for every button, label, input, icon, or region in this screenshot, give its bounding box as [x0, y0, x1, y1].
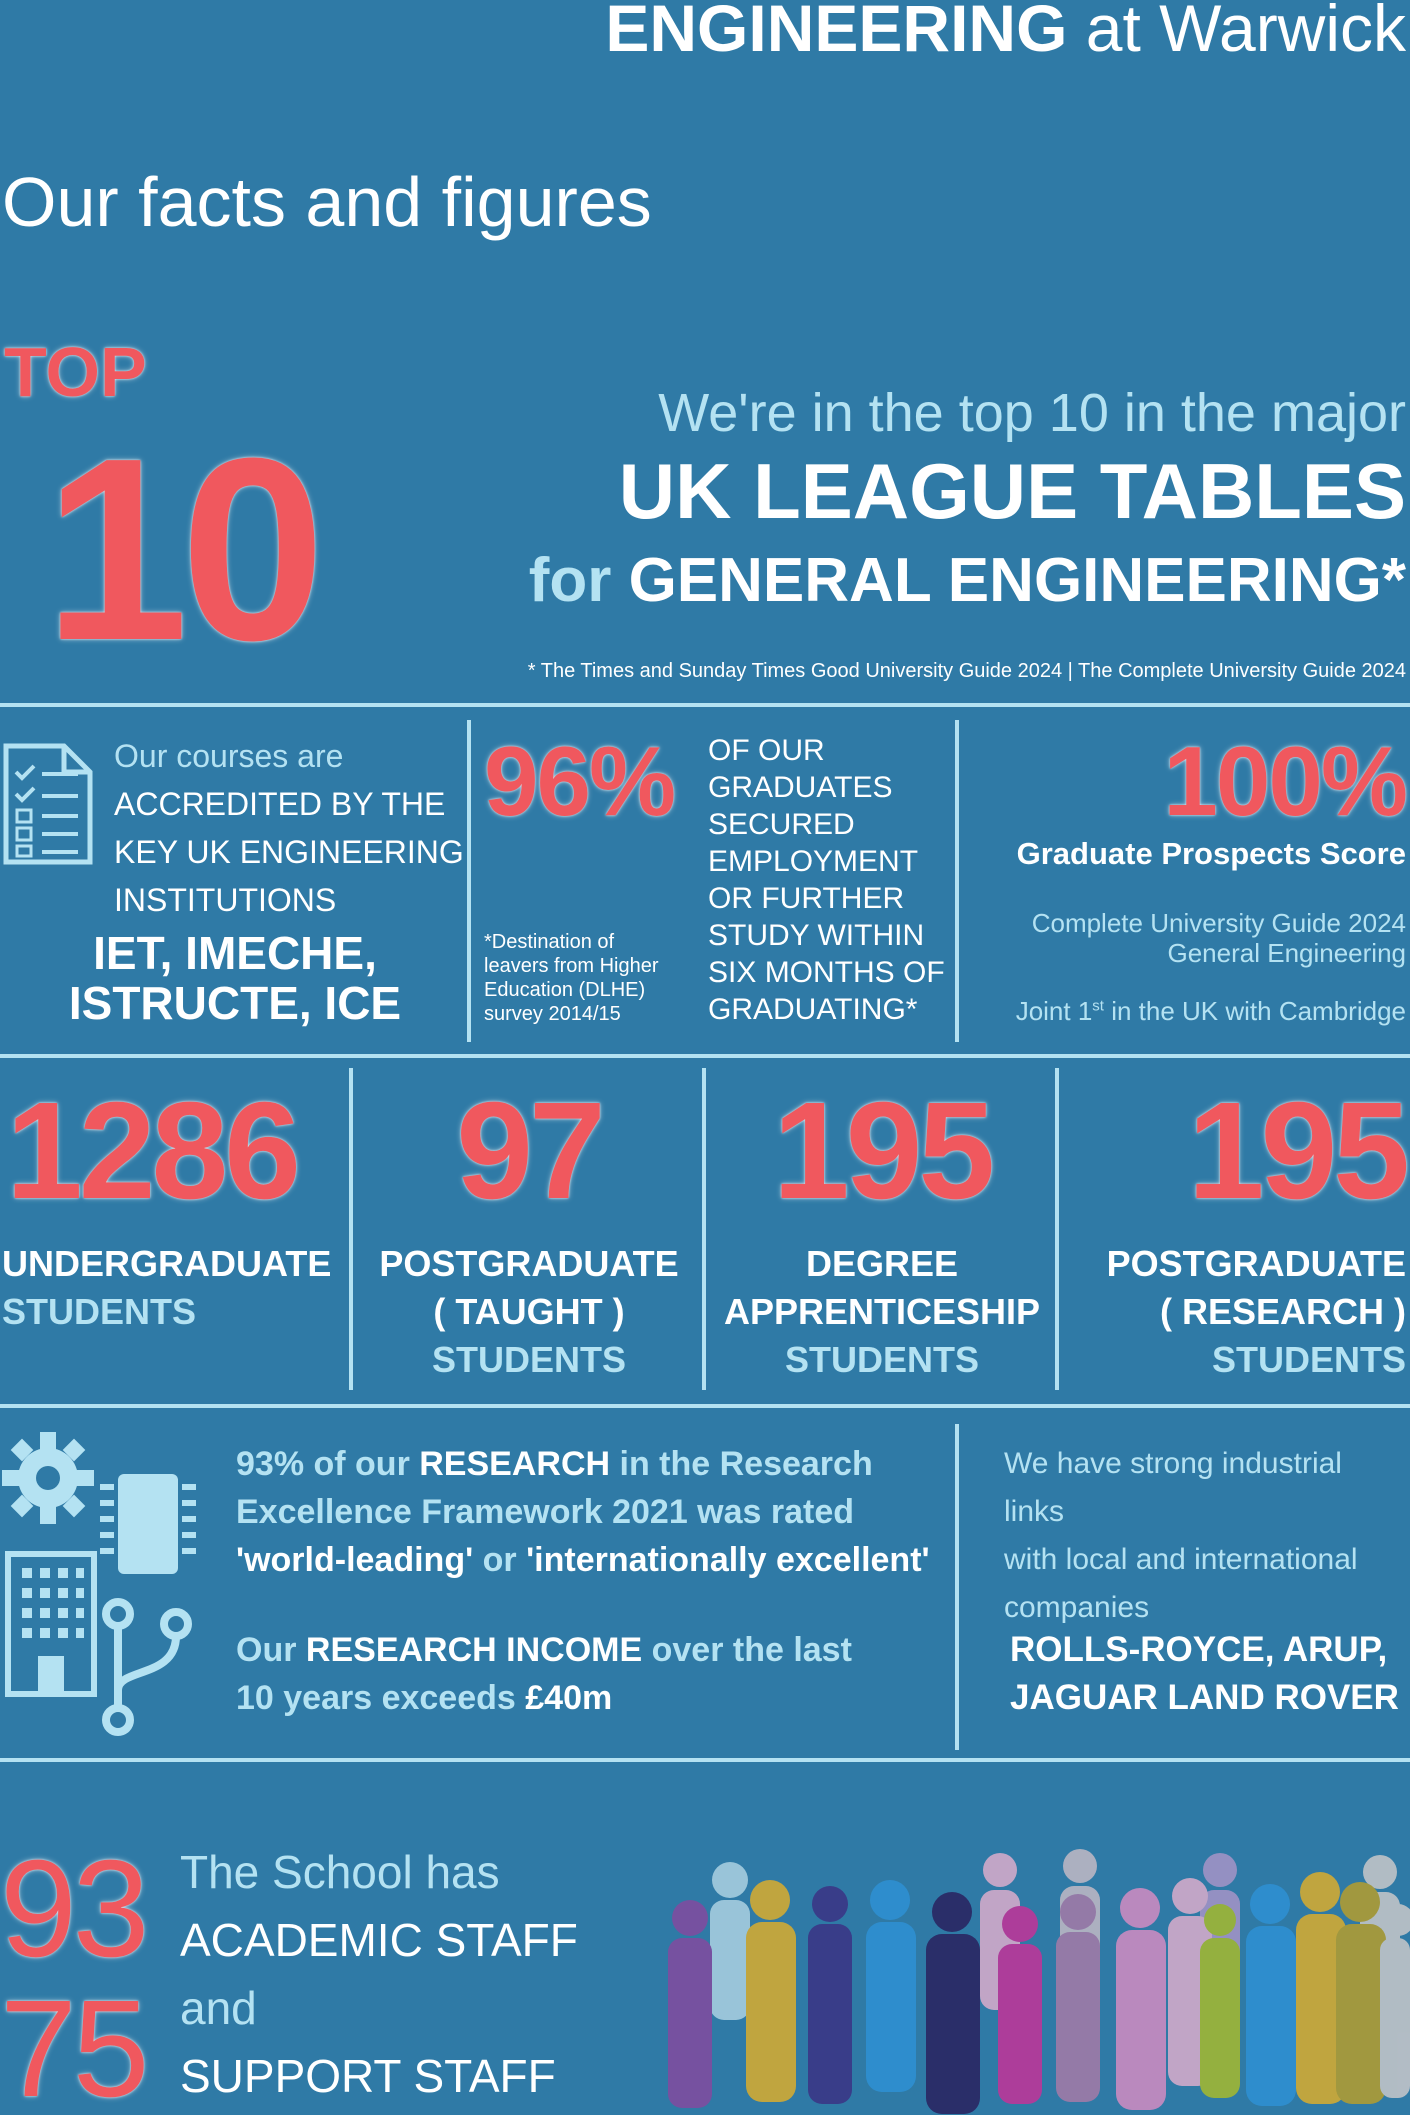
accreditation-line1: Our courses are: [114, 738, 344, 774]
employment-note-line: Education (DLHE): [484, 979, 646, 1001]
divider: [0, 703, 1410, 707]
postgraduate-taught-line1: POSTGRADUATE: [379, 1243, 679, 1284]
employment-text: [708, 732, 968, 1028]
header-title-rest: at Warwick: [1067, 0, 1406, 65]
prospects-percent: 100%: [1163, 726, 1406, 836]
gear-icon: [2, 1432, 94, 1524]
industry-companies-line2: JAGUAR LAND ROVER: [1010, 1678, 1399, 1717]
building-icon: [8, 1554, 94, 1694]
employment-note-line: survey 2014/15: [484, 1003, 621, 1025]
employment-line: GRADUATES: [708, 771, 893, 804]
header-title: [605, 0, 1406, 66]
undergraduate-label: [2, 1240, 331, 1336]
postgraduate-research-line3: STUDENTS: [1211, 1339, 1406, 1380]
prospects-guide-line2: General Engineering: [1167, 938, 1406, 968]
staff-line4: SUPPORT STAFF: [180, 2050, 556, 2102]
employment-note: [484, 930, 704, 1026]
chip-icon: [100, 1474, 196, 1574]
research-p1-a: 93% of our: [236, 1445, 420, 1483]
research-p1-e: or: [473, 1541, 527, 1579]
academic-staff-number: 93: [0, 1832, 146, 1986]
research-icons: [0, 1428, 200, 1740]
accreditation-line4: INSTITUTIONS: [114, 882, 337, 918]
league-source: * The Times and Sunday Times Good University Guide 2024 | The Complete University Guide 2024: [527, 660, 1406, 682]
league-line2: UK LEAGUE TABLES: [618, 447, 1406, 535]
industry-companies: [1010, 1626, 1399, 1722]
postgraduate-research-label: [1107, 1240, 1406, 1384]
undergraduate-number: 1286: [6, 1074, 297, 1228]
employment-line: STUDY WITHIN: [708, 919, 925, 952]
postgraduate-research-line2: ( RESEARCH ): [1159, 1291, 1406, 1332]
league-line3: [529, 545, 1406, 616]
employment-note-line: leavers from Higher: [484, 955, 659, 977]
accreditation-line2: ACCREDITED BY THE: [114, 786, 446, 822]
employment-line: EMPLOYMENT: [708, 845, 919, 878]
research-p2-d: 10 years exceeds: [236, 1679, 526, 1717]
employment-note-line: *Destination of: [484, 931, 615, 953]
research-income-text: [236, 1626, 936, 1722]
prospects-label: Graduate Prospects Score: [1016, 836, 1406, 871]
employment-line: OF OUR: [708, 734, 825, 767]
undergraduate-label-line2: STUDENTS: [2, 1291, 197, 1332]
prospects-joint-post: in the UK with Cambridge: [1103, 996, 1406, 1026]
research-p2-b: RESEARCH INCOME: [305, 1631, 643, 1669]
accreditation-bodies-line1: IET, IMECHE,: [93, 927, 377, 979]
research-p1-b: RESEARCH: [419, 1445, 611, 1483]
prospects-joint-pre: Joint 1: [1015, 996, 1093, 1026]
prospects-joint-sup: st: [1092, 997, 1104, 1015]
league-line1: We're in the top 10 in the major: [658, 383, 1406, 443]
prospects-guide-line1: Complete University Guide 2024: [1031, 908, 1406, 938]
prospects-guide: [1032, 908, 1406, 968]
postgraduate-taught-line3: STUDENTS: [431, 1339, 626, 1380]
top-label: TOP: [4, 333, 147, 411]
employment-line: SIX MONTHS OF: [708, 956, 945, 989]
employment-line: GRADUATING*: [708, 993, 918, 1026]
page-subtitle: Our facts and figures: [2, 163, 652, 241]
research-p1-line2: Excellence Framework 2021 was rated: [236, 1493, 855, 1531]
research-p2-e: £40m: [525, 1679, 613, 1717]
staff-line2: ACADEMIC STAFF: [180, 1914, 578, 1966]
postgraduate-research-line1: POSTGRADUATE: [1106, 1243, 1406, 1284]
accreditation-bodies-line2: ISTRUCTE, ICE: [68, 977, 402, 1029]
divider: [0, 1404, 1410, 1408]
divider: [1055, 1068, 1059, 1390]
accreditation-bodies: [40, 928, 430, 1028]
postgraduate-taught-number: 97: [456, 1074, 602, 1228]
postgraduate-research-number: 195: [1187, 1074, 1406, 1228]
industry-line3: companies: [1004, 1591, 1150, 1624]
employment-percent: 96%: [484, 726, 675, 836]
divider: [955, 720, 959, 1042]
postgraduate-taught-label: [353, 1240, 705, 1384]
industry-line2: with local and international: [1004, 1543, 1358, 1576]
employment-line: SECURED: [708, 808, 855, 841]
divider: [0, 1758, 1410, 1762]
degree-apprenticeship-line2: APPRENTICESHIP: [723, 1291, 1041, 1332]
accreditation-text: [114, 732, 464, 924]
research-p1-c: in the Research: [610, 1445, 873, 1483]
divider: [0, 1054, 1410, 1058]
undergraduate-label-line1: UNDERGRADUATE: [2, 1243, 332, 1284]
checklist-icon: [2, 742, 94, 866]
prospects-joint: [1016, 996, 1406, 1027]
divider: [955, 1424, 959, 1750]
league-line3-main: GENERAL ENGINEERING*: [628, 546, 1406, 615]
top-number: 10: [44, 405, 318, 695]
industry-text: [1004, 1440, 1404, 1632]
employment-line: OR FURTHER: [708, 882, 905, 915]
staff-line1: The School has: [180, 1846, 500, 1898]
research-p1-d: 'world-leading': [236, 1541, 474, 1579]
header-title-bold: ENGINEERING: [605, 0, 1068, 65]
staff-line3: and: [180, 1982, 257, 2034]
degree-apprenticeship-line1: DEGREE: [805, 1243, 959, 1284]
research-text: [236, 1440, 956, 1584]
league-line3-prefix: for: [528, 546, 629, 615]
industry-line1: We have strong industrial links: [1004, 1447, 1342, 1528]
branch-icon: [106, 1602, 188, 1732]
degree-apprenticeship-line3: STUDENTS: [784, 1339, 979, 1380]
support-staff-number: 75: [0, 1972, 146, 2115]
divider: [467, 720, 471, 1042]
research-p1-f: 'internationally excellent': [526, 1541, 930, 1579]
degree-apprenticeship-label: [706, 1240, 1058, 1384]
postgraduate-taught-line2: ( TAUGHT ): [433, 1291, 625, 1332]
research-p2-a: Our: [236, 1631, 306, 1669]
degree-apprenticeship-number: 195: [772, 1074, 992, 1228]
industry-companies-line1: ROLLS-ROYCE, ARUP,: [1010, 1630, 1388, 1669]
research-p2-c: over the last: [642, 1631, 852, 1669]
accreditation-line3: KEY UK ENGINEERING: [114, 834, 464, 870]
crowd-illustration: [660, 1800, 1410, 2115]
